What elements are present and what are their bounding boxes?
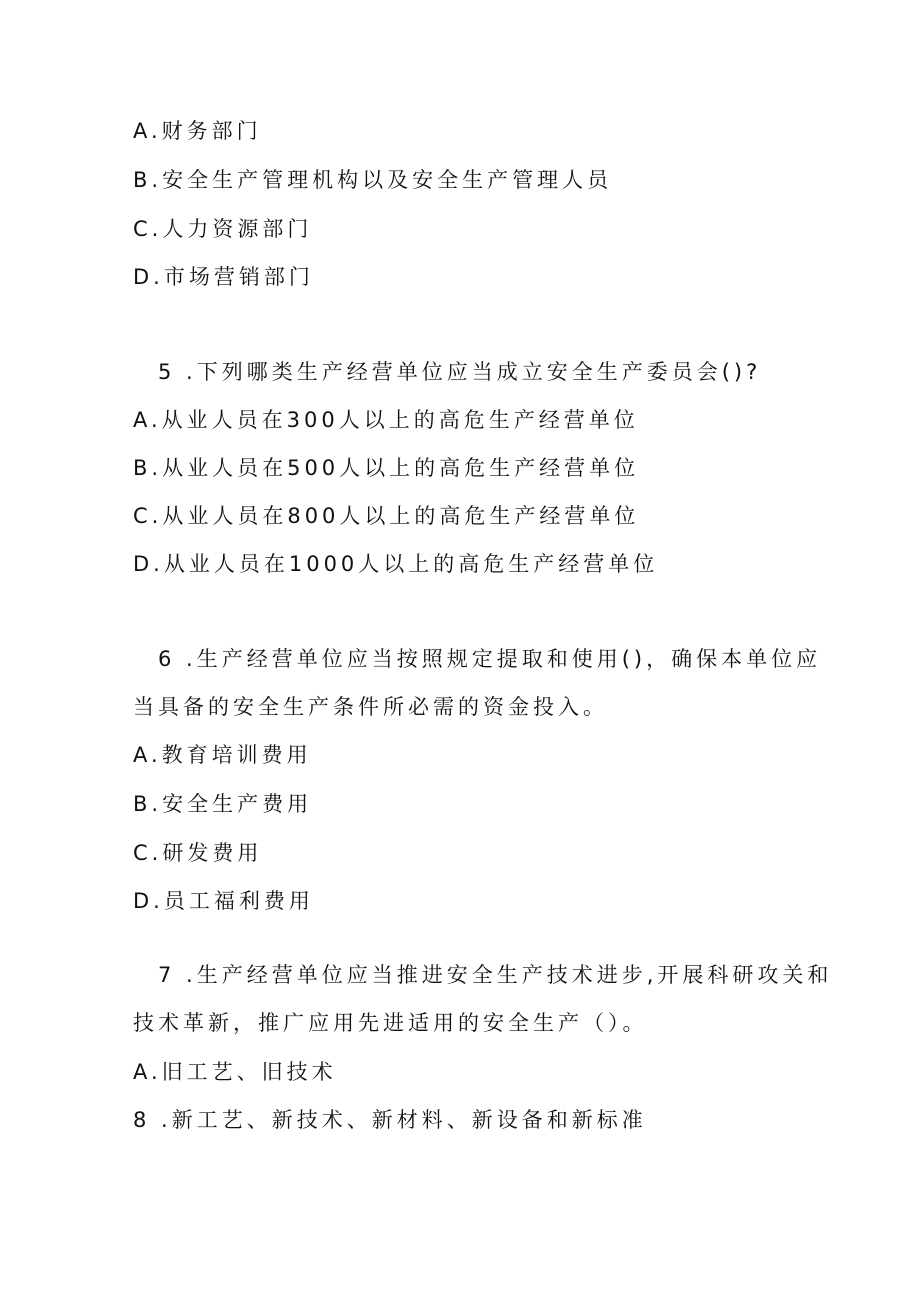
- q4-option-c: C.人力资源部门: [133, 217, 313, 241]
- q4-option-a: A.财务部门: [133, 119, 262, 143]
- q5-option-c: C.从业人员在800人以上的高危生产经营单位: [133, 504, 640, 528]
- q6-stem-line1: 6 .生产经营单位应当按照规定提取和使用()，确保本单位应: [158, 647, 822, 671]
- q6-stem-line2: 当具备的安全生产条件所必需的资金投入。: [133, 695, 608, 719]
- q7-stem-line2: 技术革新，推广应用先进适用的安全生产（）。: [133, 1011, 648, 1035]
- q6-option-d: D.员工福利费用: [133, 889, 314, 913]
- q7-stem-line1: 7 .生产经营单位应当推进安全生产技术进步,开展科研攻关和: [158, 963, 833, 987]
- q5-option-d: D.从业人员在1000人以上的高危生产经营单位: [133, 552, 659, 576]
- q4-option-b: B.安全生产管理机构以及安全生产管理人员: [133, 168, 613, 192]
- q5-stem: 5 .下列哪类生产经营单位应当成立安全生产委员会()?: [158, 360, 762, 384]
- q8-stem: 8 .新工艺、新技术、新材料、新设备和新标准: [133, 1108, 647, 1132]
- q7-option-a: A.旧工艺、旧技术: [133, 1060, 337, 1084]
- q6-option-a: A.教育培训费用: [133, 743, 312, 767]
- q6-option-c: C.研发费用: [133, 841, 263, 865]
- q5-option-a: A.从业人员在300人以上的高危生产经营单位: [133, 408, 639, 432]
- q5-option-b: B.从业人员在500人以上的高危生产经营单位: [133, 456, 640, 480]
- q6-option-b: B.安全生产费用: [133, 792, 313, 816]
- q4-option-d: D.市场营销部门: [133, 265, 314, 289]
